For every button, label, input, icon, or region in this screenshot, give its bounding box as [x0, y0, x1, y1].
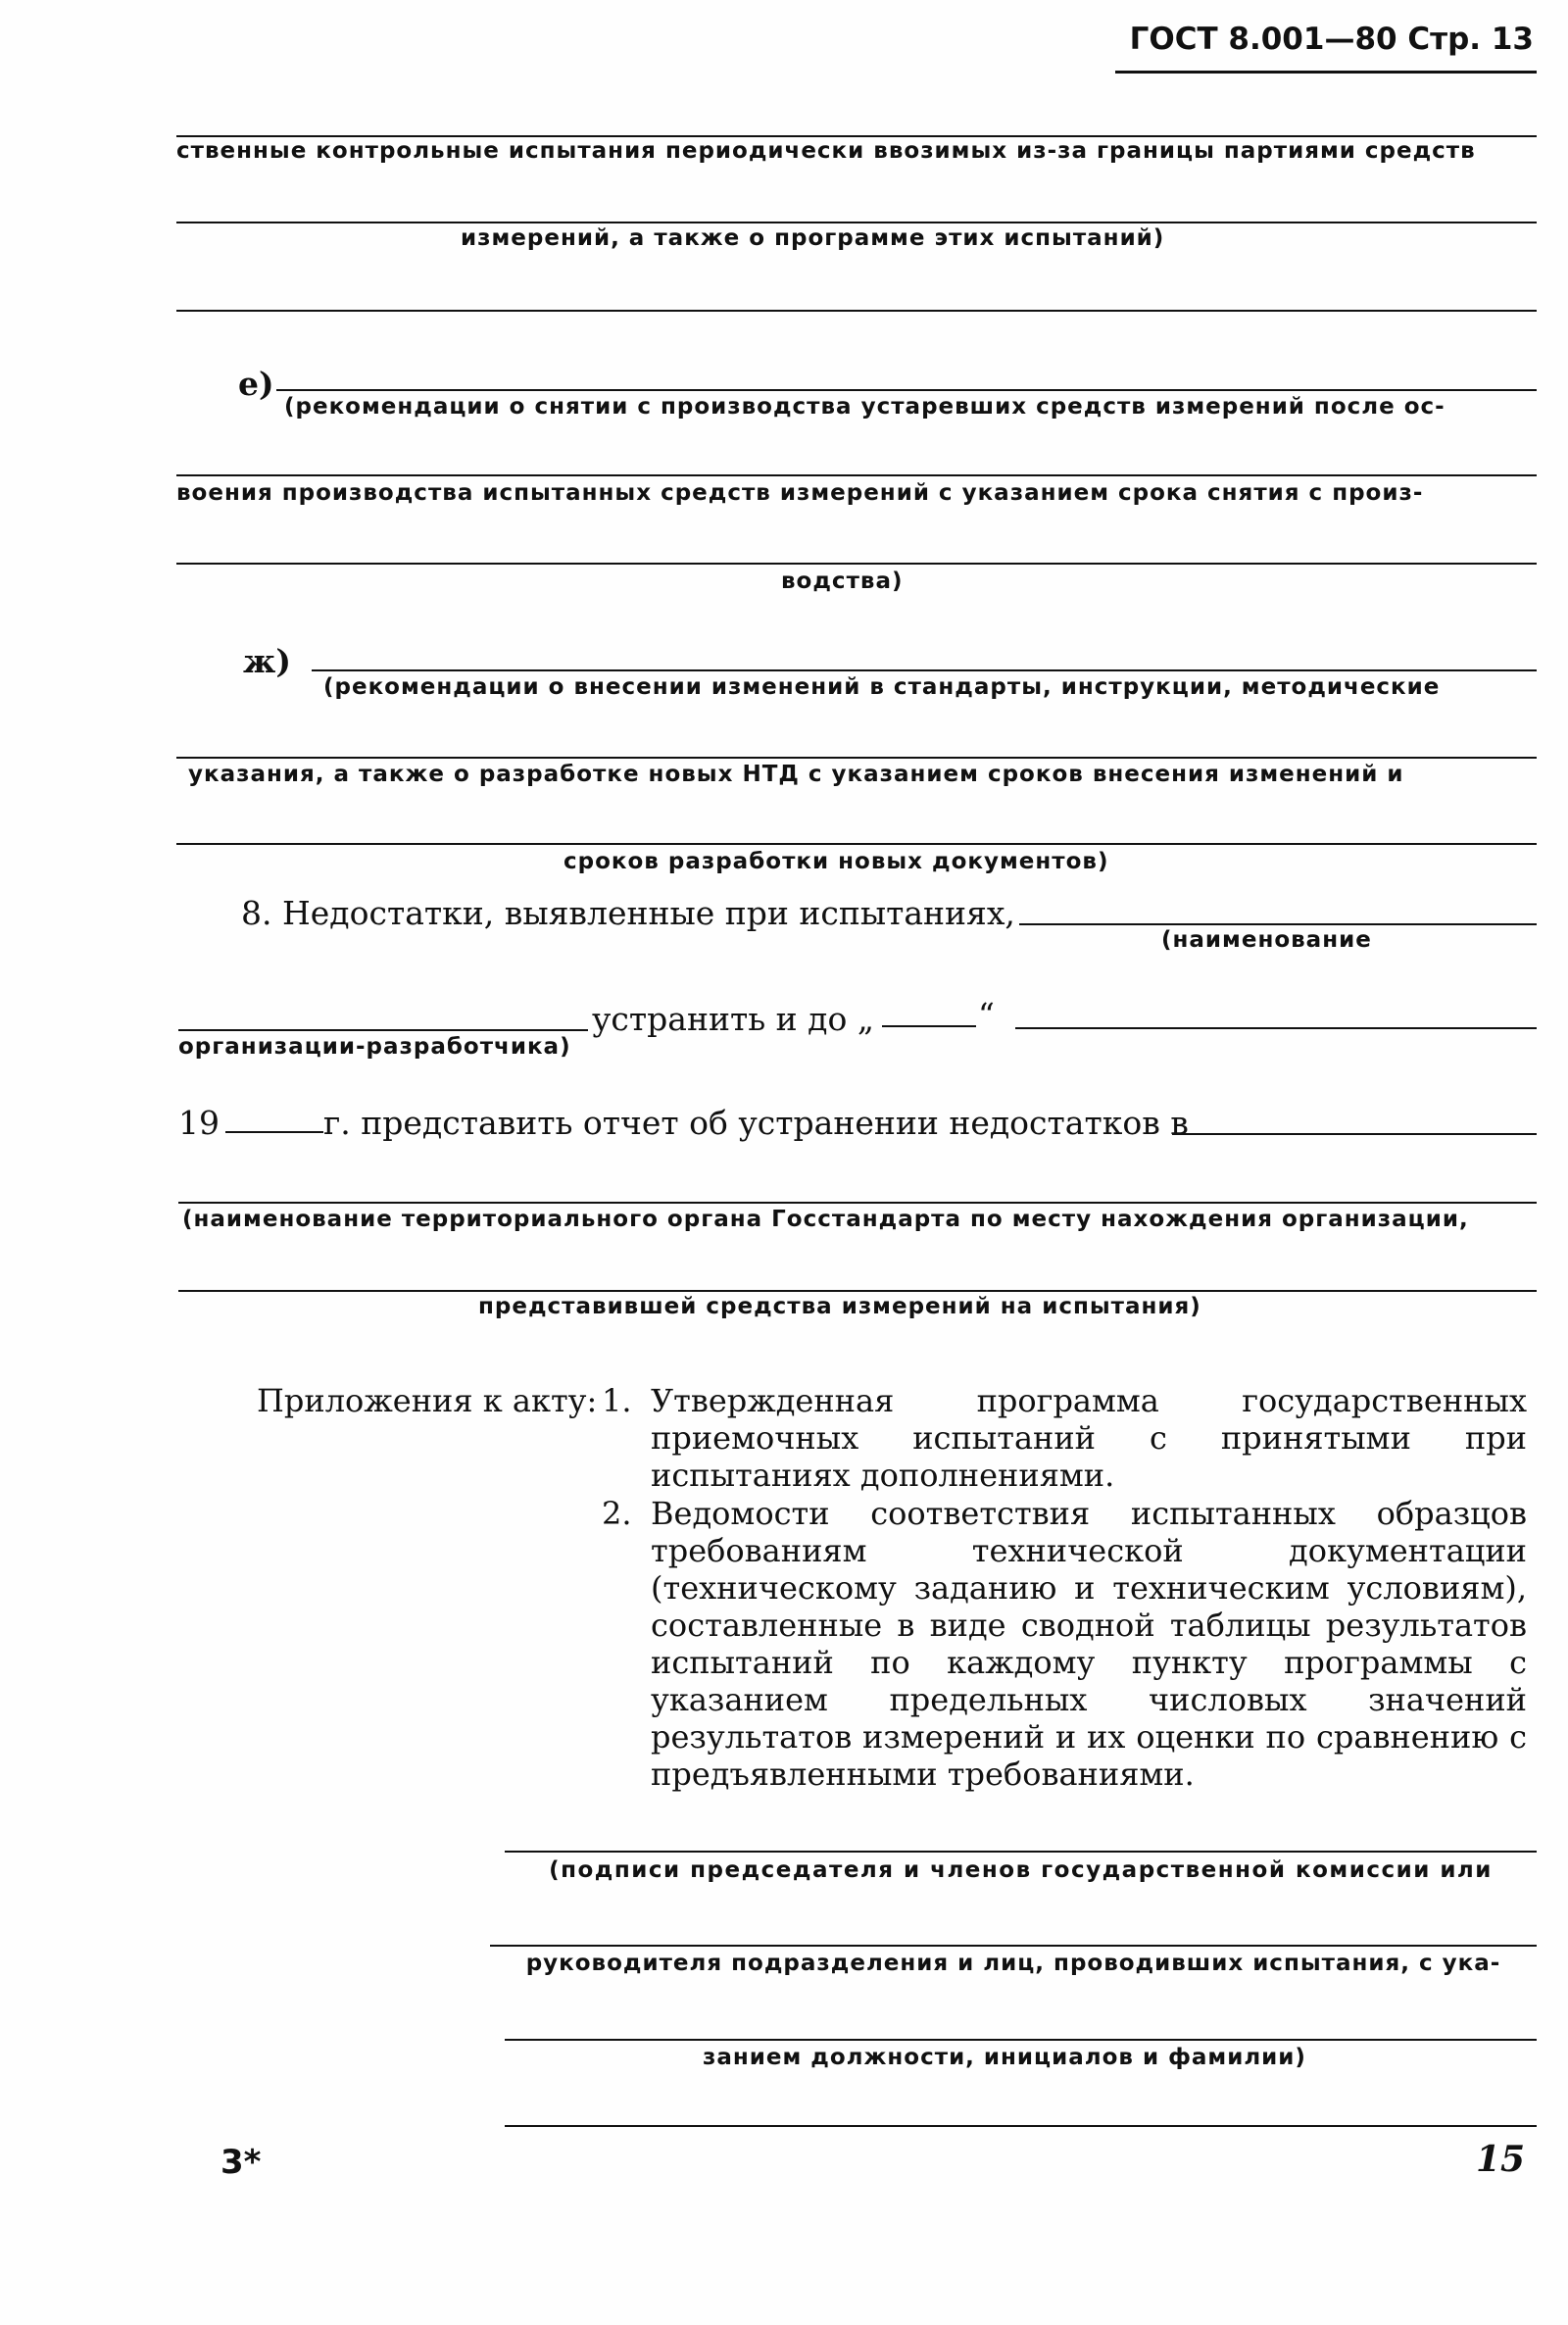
marker-zh: ж): [243, 642, 291, 680]
form-line: [176, 222, 1537, 223]
caption-e-line2: воения производства испытанных средств измерений с указанием срока снятия с произ-: [176, 480, 1424, 506]
header-rule: [1115, 71, 1537, 74]
caption-zh-line2: указания, а также о разработке новых НТД с указанием сроков внесения изменений и: [188, 762, 1404, 787]
attachment-item-text: Утвержденная программа государственных приемочных испытаний с принятыми при испытаниях дополнениями.: [651, 1382, 1527, 1494]
attachment-item-number: 1.: [602, 1382, 632, 1419]
caption-e-line1: (рекомендации о снятии с производства устаревших средств измерений после ос-: [284, 394, 1446, 420]
page-number: 15: [1476, 2139, 1526, 2180]
form-line: [1019, 923, 1537, 925]
form-line: [178, 1290, 1537, 1292]
form-line: [1172, 1133, 1537, 1135]
attachment-item-text: Ведомости соответствия испытанных образцов требованиям технической документации (техническому заданию и техническим условиям), составленные в виде сводной таблицы результатов испытаний по каждому пункту программы с указанием предельных числовых значений результатов измерений и их оценки по сравнению с предъявленными требованиями.: [651, 1495, 1527, 1793]
signature-line: [505, 1851, 1537, 1853]
signature-caption-line1: (подписи председателя и членов государственной комиссии или: [549, 1857, 1493, 1883]
attachment-item: [602, 1495, 1527, 1793]
marker-e: е): [238, 365, 274, 403]
caption-zh-line1: (рекомендации о внесении изменений в стандарты, инструкции, методические: [323, 674, 1441, 700]
attachment-item: [602, 1382, 1527, 1494]
form-line: [1015, 1027, 1537, 1029]
item8-text3: г. представить отчет об устранении недостатков в: [323, 1104, 1189, 1142]
item8-caption4: представившей средства измерений на испытания): [478, 1294, 1201, 1319]
form-line: [225, 1131, 323, 1133]
form-line: [312, 669, 1537, 671]
item8-caption2: организации-разработчика): [178, 1034, 571, 1060]
form-line: [176, 474, 1537, 476]
page-header: ГОСТ 8.001—80 Стр. 13: [1129, 22, 1534, 57]
signature-line: [490, 1945, 1537, 1947]
item8-quote-close: “: [978, 996, 995, 1034]
form-line: [176, 135, 1537, 137]
item8-caption3: (наименование территориального органа Госстандарта по месту нахождения организации,: [182, 1207, 1469, 1232]
form-line: [176, 563, 1537, 565]
caption-d-line1: ственные контрольные испытания периодически ввозимых из-за границы партиями средств: [176, 138, 1476, 164]
signature-caption-line2: руководителя подразделения и лиц, проводивших испытания, с ука-: [525, 1951, 1501, 1976]
caption-d-line2: измерений, а также о программе этих испытаний): [461, 225, 1165, 251]
item8-text1: 8. Недостатки, выявленные при испытаниях,: [241, 894, 1015, 932]
attachment-item-number: 2.: [602, 1495, 632, 1532]
signature-line: [505, 2039, 1537, 2041]
form-line: [176, 843, 1537, 845]
caption-e-line3: водства): [781, 569, 904, 594]
attachments-label: Приложения к акту:: [257, 1382, 598, 1419]
form-line: [882, 1025, 976, 1027]
item8-text2: устранить и до „: [592, 1000, 874, 1038]
caption-zh-line3: сроков разработки новых документов): [564, 849, 1109, 874]
form-line: [178, 1202, 1537, 1204]
item8-caption1: (наименование: [1161, 927, 1372, 953]
form-line: [178, 1029, 588, 1031]
signature-line: [505, 2125, 1537, 2127]
form-line: [276, 389, 1537, 391]
item8-year-prefix: 19: [178, 1104, 220, 1142]
form-line: [176, 310, 1537, 312]
signature-caption-line3: занием должности, инициалов и фамилии): [703, 2045, 1306, 2070]
footer-signature-mark: 3*: [220, 2143, 262, 2182]
form-line: [176, 757, 1537, 759]
